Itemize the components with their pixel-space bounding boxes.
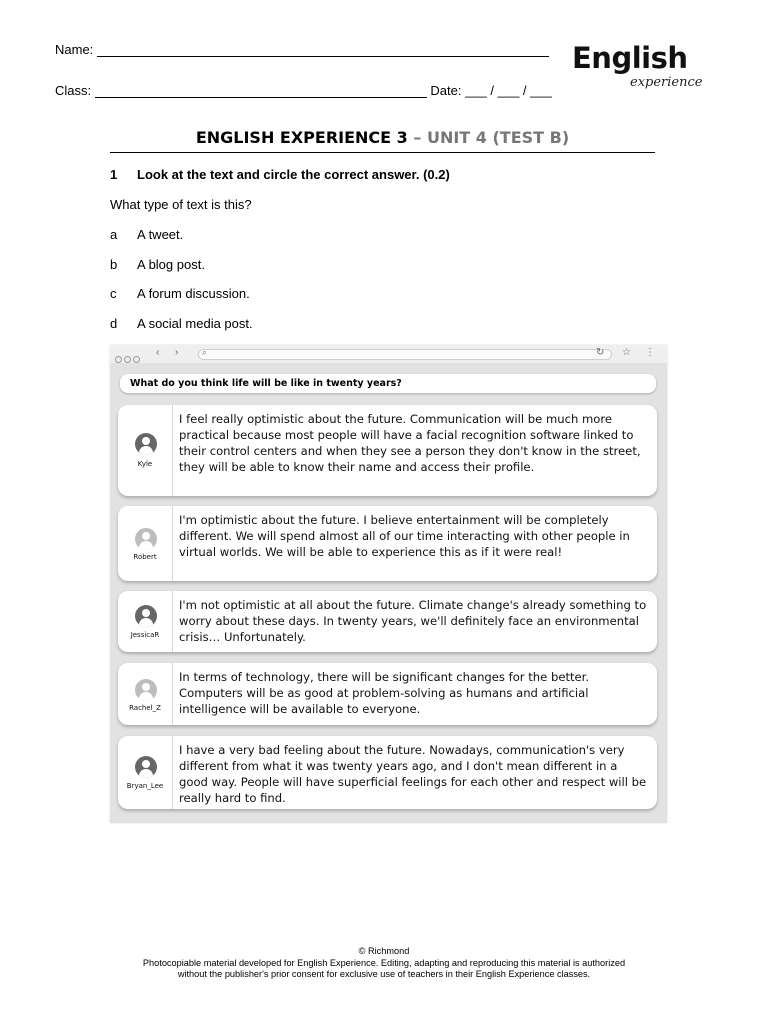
search-icon: ⌕	[202, 347, 208, 357]
instruction-text: Look at the text and circle the correct answer. (0.2)	[137, 167, 450, 182]
forum-post	[118, 405, 657, 496]
username: JessicaR	[130, 631, 160, 639]
browser-toolbar	[110, 345, 667, 363]
option-letter: b	[110, 257, 118, 272]
option-text: A tweet.	[137, 227, 184, 242]
post-text: I have a very bad feeling about the future. Nowadays, communication's very different from what it was twenty years ago, and I don't mean different in a good way. People will have superficial feelings for each other and respect will be really hard to find.	[179, 743, 647, 805]
username: Rachel_Z	[129, 704, 161, 712]
forum-post	[118, 591, 657, 652]
username: Robert	[133, 553, 157, 561]
footer-copyright: © Richmond	[358, 946, 410, 956]
post-user	[118, 663, 173, 725]
window-dot-icon	[133, 356, 140, 363]
forum-browser-mockup	[110, 345, 667, 823]
post-user	[118, 736, 173, 809]
option-text: A social media post.	[137, 316, 253, 331]
username: Bryan_Lee	[126, 782, 164, 790]
avatar-icon	[135, 605, 157, 627]
forum-topic: What do you think life will be like in twenty years?	[120, 374, 656, 393]
back-arrow-icon: ‹	[156, 347, 160, 358]
more-menu-icon: ⋮	[645, 347, 655, 358]
title-unit: – UNIT 4 (TEST B)	[407, 128, 570, 147]
avatar-icon	[135, 528, 157, 550]
logo-sub-text: experience	[630, 75, 703, 90]
logo-main-text: English	[572, 41, 688, 75]
option-d[interactable]	[110, 316, 253, 331]
option-b[interactable]	[110, 257, 205, 272]
option-letter: c	[110, 286, 117, 301]
forum-post	[118, 663, 657, 725]
question-instruction	[110, 167, 450, 182]
window-dot-icon	[124, 356, 131, 363]
page-title	[110, 128, 655, 153]
window-controls	[115, 350, 142, 368]
post-user	[118, 405, 173, 496]
class-blank[interactable]	[95, 85, 427, 98]
avatar-icon	[135, 679, 157, 701]
post-user	[118, 591, 173, 652]
name-row	[55, 42, 549, 57]
post-user	[118, 506, 173, 581]
footer-line-1: Photocopiable material developed for English Experience. Editing, adapting and reproducing this material is authorized	[142, 957, 626, 968]
name-label: Name:	[55, 42, 94, 57]
star-icon: ☆	[622, 347, 631, 358]
post-text: I'm optimistic about the future. I believe entertainment will be completely different. We will spend almost all of our time interacting with other people in virtual worlds. We will be able to experience this as if it were real!	[179, 513, 630, 559]
option-letter: a	[110, 227, 118, 242]
footer-line-2: without the publisher's prior consent for exclusive use of teachers in their English Experience classes.	[177, 969, 591, 979]
avatar-icon	[135, 433, 157, 455]
class-row	[55, 83, 552, 98]
option-text: A forum discussion.	[137, 286, 250, 301]
name-blank[interactable]	[97, 44, 549, 57]
forum-post	[118, 506, 657, 581]
forum-post	[118, 736, 657, 809]
date-label: Date:	[430, 83, 462, 98]
post-text: In terms of technology, there will be significant changes for the better. Computers will be as good at problem-solving as humans and artificial intelligence will be available to everyone.	[179, 670, 590, 716]
footer	[0, 946, 768, 981]
title-book: ENGLISH EXPERIENCE 3	[195, 128, 408, 147]
address-bar	[198, 349, 612, 360]
avatar-icon	[135, 756, 157, 778]
option-c[interactable]	[110, 286, 250, 301]
username: Kyle	[137, 460, 153, 468]
option-a[interactable]	[110, 227, 183, 242]
question-prompt: What type of text is this?	[110, 197, 252, 212]
post-text: I'm not optimistic at all about the future. Climate change's already something to worry about these days. In twenty years, we'll definitely face an environmental crisis… Unfortunately.	[179, 598, 647, 644]
english-experience-logo	[572, 41, 712, 100]
forward-arrow-icon: ›	[175, 347, 179, 358]
date-blank[interactable]: ___ / ___ / ___	[465, 83, 552, 98]
reload-icon: ↻	[596, 347, 605, 358]
question-number: 1	[110, 167, 118, 182]
option-text: A blog post.	[137, 257, 205, 272]
class-label: Class:	[55, 83, 92, 98]
post-text: I feel really optimistic about the future. Communication will be much more practical because most people will have a facial recognition software linked to their control centers and when they see a person they don't know in the street, they will be able to know their name and access their profile.	[179, 412, 641, 474]
option-letter: d	[110, 316, 118, 331]
window-dot-icon	[115, 356, 122, 363]
